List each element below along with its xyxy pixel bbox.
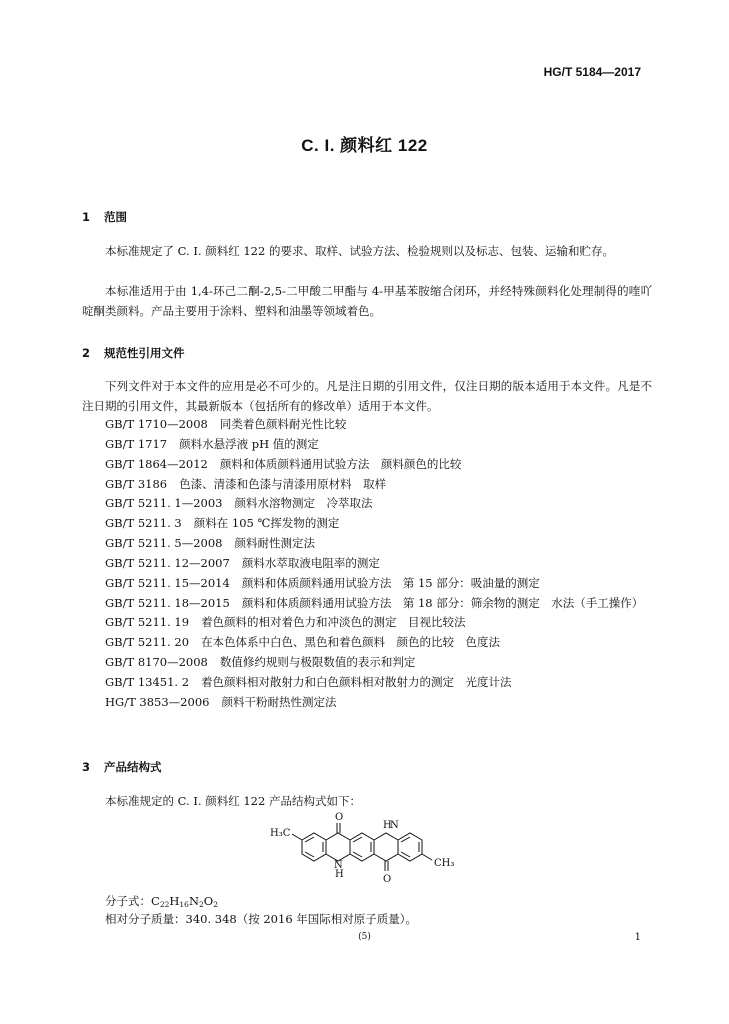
reference-item	[82, 574, 652, 594]
section-title: 范围	[104, 210, 127, 224]
formula-o-count: 2	[213, 900, 218, 909]
section-number: 1	[82, 210, 91, 224]
molecular-mass: 相对分子质量：340. 348（按 2016 年国际相对原子质量）。	[105, 912, 418, 926]
reference-item	[82, 613, 652, 633]
reference-title: 颜料耐性测定法	[234, 536, 315, 551]
formula-h-count: 16	[179, 900, 189, 909]
oxygen-top-label: O	[335, 812, 344, 823]
molecular-formula-label: 分子式：	[105, 894, 151, 908]
section-title: 产品结构式	[104, 760, 162, 774]
reference-code: GB/T 13451. 2	[105, 674, 190, 689]
reference-title: 着色颜料相对散射力和白色颜料相对散射力的测定 光度计法	[201, 674, 512, 689]
document-title: C. I. 颜料红 122	[301, 136, 428, 155]
reference-code: GB/T 5211. 15—2014	[105, 575, 230, 590]
reference-item	[82, 534, 652, 554]
reference-code: HG/T 3853—2006	[105, 694, 210, 709]
section-3-heading	[82, 759, 162, 775]
section-title: 规范性引用文件	[104, 346, 185, 360]
reference-title: 颜料水悬浮液 pH 值的测定	[179, 436, 319, 451]
reference-code: GB/T 5211. 5—2008	[105, 536, 223, 551]
reference-title: 颜料和体质颜料通用试验方法 第 18 部分：筛余物的测定 水法（手工操作）	[241, 595, 644, 610]
reference-item	[82, 455, 652, 475]
reference-code: GB/T 1717	[105, 436, 168, 451]
acridone-ring-right	[374, 833, 398, 861]
structural-formula	[258, 810, 478, 890]
reference-title: 颜料在 105 ℃挥发物的测定	[193, 516, 340, 531]
section-2-heading	[82, 345, 185, 361]
nitrogen-bottom-label: N	[334, 860, 343, 871]
oxygen-bottom-label: O	[383, 874, 392, 885]
methyl-bond-right	[422, 854, 432, 860]
methyl-right-label: CH₃	[434, 858, 455, 869]
reference-item	[82, 554, 652, 574]
formula-c-count: 22	[159, 900, 170, 909]
reference-title: 着色颜料的相对着色力和冲淡色的测定 目视比较法	[201, 615, 466, 630]
reference-item	[82, 494, 652, 514]
methyl-left-label: H₃C	[270, 828, 291, 839]
page-number-center: (5)	[358, 932, 371, 942]
reference-item	[82, 653, 652, 673]
reference-title: 在本色体系中白色、黑色和着色颜料 颜色的比较 色度法	[201, 635, 501, 650]
reference-code: GB/T 1710—2008	[105, 417, 208, 431]
scope-paragraph-1: 本标准规定了 C. I. 颜料红 122 的要求、取样、试验方法、检验规则以及标志、包装、运输和贮存。	[105, 244, 614, 258]
reference-title: 颜料干粉耐热性测定法	[221, 694, 337, 709]
reference-item	[82, 594, 652, 614]
reference-code: GB/T 5211. 19	[105, 615, 190, 630]
reference-item	[82, 673, 652, 693]
reference-title: 数值修约规则与极限数值的表示和判定	[219, 655, 416, 670]
reference-item	[82, 415, 652, 435]
reference-item	[82, 633, 652, 653]
formula-o: O	[203, 894, 214, 908]
quinacridone-structure-diagram	[258, 810, 478, 890]
standard-number: HG/T 5184—2017	[543, 65, 641, 79]
formula-n: N	[188, 894, 199, 908]
reference-item	[82, 514, 652, 534]
structure-intro: 本标准规定的 C. I. 颜料红 122 产品结构式如下：	[105, 794, 361, 808]
formula-n-count: 2	[199, 900, 204, 909]
section-number: 3	[82, 760, 91, 774]
formula-h: H	[169, 894, 180, 908]
reference-list	[82, 415, 652, 713]
reference-code: GB/T 1864—2012	[105, 456, 208, 471]
page-number-right: 1	[634, 932, 641, 943]
reference-code: GB/T 5211. 3	[105, 516, 182, 531]
reference-title: 同类着色颜料耐光性比较	[219, 417, 347, 431]
section-number: 2	[82, 346, 91, 360]
reference-item	[82, 475, 652, 495]
reference-title: 颜料和体质颜料通用试验方法 第 15 部分：吸油量的测定	[241, 575, 540, 590]
reference-code: GB/T 5211. 20	[105, 635, 190, 650]
hydrogen-top-label: H	[383, 820, 392, 831]
reference-item	[82, 693, 652, 713]
reference-code: GB/T 5211. 12—2007	[105, 555, 230, 570]
reference-code: GB/T 5211. 18—2015	[105, 595, 230, 610]
reference-title: 颜料水萃取液电阻率的测定	[241, 555, 380, 570]
reference-item	[82, 435, 652, 455]
section-1-heading	[82, 209, 127, 225]
reference-code: GB/T 8170—2008	[105, 655, 208, 670]
hydrogen-bottom-label: H	[335, 869, 344, 880]
nitrogen-top-label: N	[390, 820, 399, 831]
reference-code: GB/T 5211. 1—2003	[105, 496, 223, 511]
normative-intro: 下列文件对于本文件的应用是必不可少的。凡是注日期的引用文件，仅注日期的版本适用于本文件。凡是不注日期的引用文件，其最新版本（包括所有的修改单）适用于本文件。	[82, 379, 652, 413]
acridone-ring-left	[326, 833, 350, 861]
reference-code: GB/T 3186	[105, 476, 168, 491]
formula-c: C	[151, 894, 160, 908]
reference-title: 颜料水溶物测定 冷萃取法	[234, 496, 373, 511]
methyl-bond-left	[292, 834, 302, 840]
scope-paragraph-2: 本标准适用于由 1,4-环己二酮-2,5-二甲酸二甲酯与 4-甲基苯胺缩合闭环，并经特殊颜料化处理制得的喹吖啶酮类颜料。产品主要用于涂料、塑料和油墨等领域着色。	[82, 284, 652, 318]
reference-title: 色漆、清漆和色漆与清漆用原材料 取样	[179, 476, 387, 491]
reference-title: 颜料和体质颜料通用试验方法 颜料颜色的比较	[219, 456, 462, 471]
